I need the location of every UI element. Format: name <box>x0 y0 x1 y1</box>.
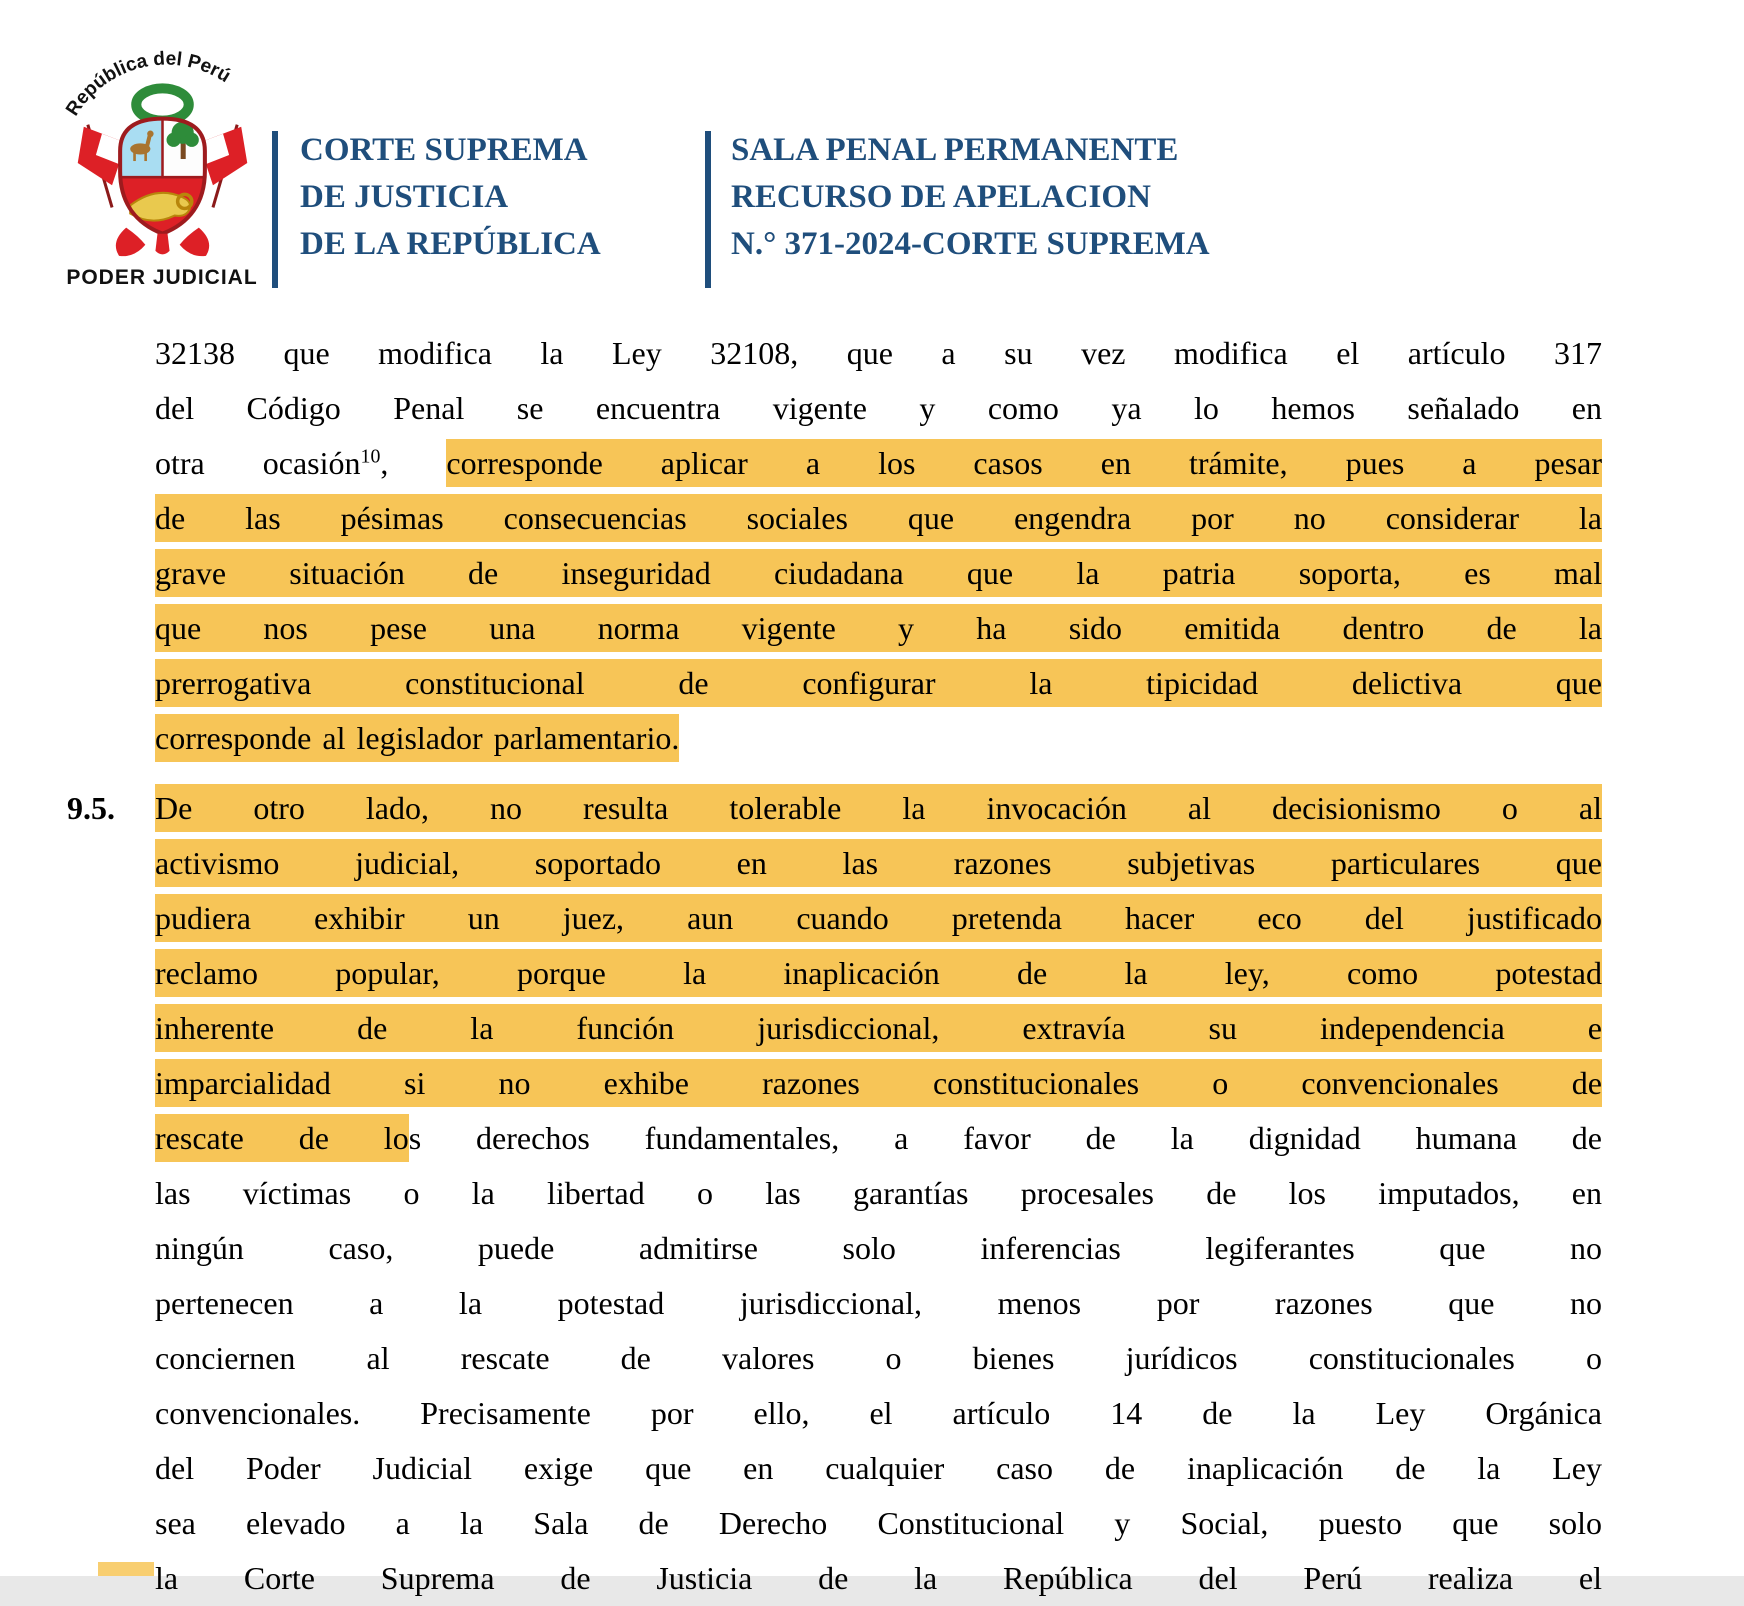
case-reference-block <box>731 127 1210 268</box>
text-line <box>155 1276 1602 1331</box>
body-text-segment: ningún caso, puede admitirse solo inferencias legiferantes que no <box>155 1230 1602 1266</box>
text-line <box>155 1331 1602 1386</box>
court-name-block <box>300 127 601 268</box>
text-line <box>155 711 1602 766</box>
paragraph <box>67 781 1603 1606</box>
highlighted-text: corresponde al legislador parlamentario. <box>155 714 679 762</box>
header-divider-right <box>705 131 711 288</box>
highlighted-text: rescate de lo <box>155 1114 409 1162</box>
body-text-segment: conciernen al rescate de valores o bienes jurídicos constitucionales o <box>155 1340 1602 1376</box>
body-text-segment: , <box>380 445 447 481</box>
highlighted-text: corresponde aplicar a los casos en trámite, pues a pesar <box>446 439 1602 487</box>
court-name-line: DE JUSTICIA <box>300 179 509 215</box>
body-text-segment: las víctimas o la libertad o las garantías procesales de los imputados, en <box>155 1175 1602 1211</box>
court-name-line: DE LA REPÚBLICA <box>300 226 601 262</box>
body-text-segment: la Corte Suprema de Justicia de la República del Perú realiza el <box>155 1560 1602 1596</box>
header-divider-left <box>272 131 278 288</box>
highlighted-text: reclamo popular, porque la inaplicación de la ley, como potestad <box>155 949 1602 997</box>
highlighted-text: activismo judicial, soportado en las razones subjetivas particulares que <box>155 839 1602 887</box>
text-line <box>155 436 1602 491</box>
highlighted-text: pudiera exhibir un juez, aun cuando pretenda hacer eco del justificado <box>155 894 1602 942</box>
emblem-caption: PODER JUDICIAL <box>66 266 258 289</box>
text-line <box>155 1166 1602 1221</box>
body-text-segment: del Poder Judicial exige que en cualquier caso de inaplicación de la Ley <box>155 1450 1602 1486</box>
text-line <box>155 656 1602 711</box>
text-line <box>155 1056 1602 1111</box>
text-line <box>155 546 1602 601</box>
court-name-line: CORTE SUPREMA <box>300 132 588 168</box>
highlighted-text: que nos pese una norma vigente y ha sido emitida dentro de la <box>155 604 1602 652</box>
laurel-wreath-icon <box>136 88 188 120</box>
case-number: N.° 371-2024-CORTE SUPREMA <box>731 226 1210 262</box>
text-line <box>155 1441 1602 1496</box>
body-text-segment: otra ocasión <box>155 445 361 481</box>
paragraph <box>155 326 1602 766</box>
recourse-type: RECURSO DE APELACION <box>731 179 1151 215</box>
body-text-segment: sea elevado a la Sala de Derecho Constitucional y Social, puesto que solo <box>155 1505 1602 1541</box>
document-body <box>67 326 1603 1606</box>
text-line <box>155 946 1602 1001</box>
clipped-highlight-fragment <box>98 1562 154 1576</box>
highlighted-text: inherente de la función jurisdiccional, extravía su independencia e <box>155 1004 1602 1052</box>
highlighted-text: prerrogativa constitucional de configurar la tipicidad delictiva que <box>155 659 1602 707</box>
highlighted-text: imparcialidad si no exhibe razones constitucionales o convencionales de <box>155 1059 1602 1107</box>
text-line <box>155 1496 1602 1551</box>
body-text-segment: 32138 que modifica la Ley 32108, que a su vez modifica el artículo 317 <box>155 335 1602 371</box>
text-line <box>155 1551 1602 1606</box>
peru-coat-of-arms <box>60 46 265 268</box>
text-line <box>155 601 1602 656</box>
text-line <box>155 836 1602 891</box>
text-line <box>155 326 1602 381</box>
text-line <box>155 891 1602 946</box>
text-line <box>155 1001 1602 1056</box>
emblem-arch-text: República del Perú <box>62 48 235 120</box>
body-text-segment: del Código Penal se encuentra vigente y como ya lo hemos señalado en <box>155 390 1602 426</box>
text-line <box>155 491 1602 546</box>
body-text-segment: convencionales. Precisamente por ello, el artículo 14 de la Ley Orgánica <box>155 1395 1602 1431</box>
text-line <box>155 381 1602 436</box>
footnote-marker: 10 <box>360 445 381 468</box>
highlighted-text: De otro lado, no resulta tolerable la invocación al decisionismo o al <box>155 784 1602 832</box>
text-line <box>155 1386 1602 1441</box>
text-line <box>155 781 1602 836</box>
paragraph-number: 9.5. <box>67 790 115 826</box>
body-text-segment: pertenecen a la potestad jurisdiccional, menos por razones que no <box>155 1285 1602 1321</box>
highlighted-text: grave situación de inseguridad ciudadana que la patria soporta, es mal <box>155 549 1602 597</box>
chamber-name: SALA PENAL PERMANENTE <box>731 132 1179 168</box>
body-text-segment: s derechos fundamentales, a favor de la dignidad humana de <box>408 1120 1603 1156</box>
text-line <box>155 1111 1602 1166</box>
text-line <box>155 1221 1602 1276</box>
highlighted-text: de las pésimas consecuencias sociales que engendra por no considerar la <box>155 494 1602 542</box>
